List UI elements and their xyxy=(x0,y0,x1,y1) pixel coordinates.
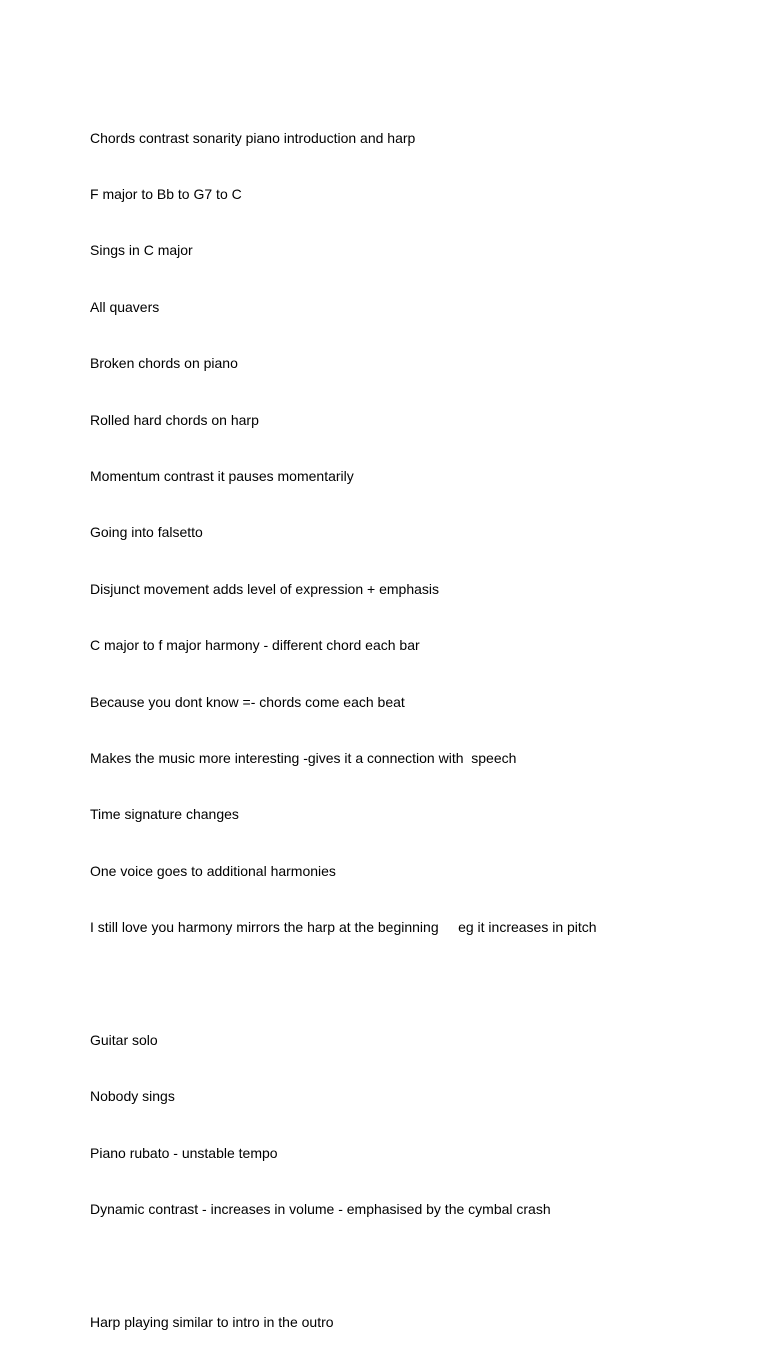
note-line: Rolled hard chords on harp xyxy=(90,411,259,428)
note-line: Piano rubato - unstable tempo xyxy=(90,1144,278,1161)
note-line: F major to Bb to G7 to C xyxy=(90,185,242,202)
note-line: Broken chords on piano xyxy=(90,355,238,372)
note-line: Sings in C major xyxy=(90,242,193,259)
note-line: Time signature changes xyxy=(90,806,239,823)
note-line: C major to f major harmony - different chord each bar xyxy=(90,637,420,654)
notes-body xyxy=(90,91,730,1369)
note-line: Disjunct movement adds level of expression + emphasis xyxy=(90,580,440,597)
blank-line xyxy=(90,1256,730,1275)
note-line: All quavers xyxy=(90,298,160,315)
note-line: Nobody sings xyxy=(90,1088,175,1105)
note-line: Momentum contrast it pauses momentarily xyxy=(90,467,354,484)
note-line: Dynamic contrast - increases in volume - emphasised by the cymbal crash xyxy=(90,1201,551,1218)
note-line: Makes the music more interesting -gives it a connection with speech xyxy=(90,749,517,766)
note-line: I still love you harmony mirrors the harp at the beginning eg it increases in pitch xyxy=(90,919,597,936)
blank-line xyxy=(90,974,730,993)
note-line: Harp playing similar to intro in the outro xyxy=(90,1313,334,1330)
note-line: Chords contrast sonarity piano introduction and harp xyxy=(90,129,416,146)
note-line: Going into falsetto xyxy=(90,524,203,541)
note-line: One voice goes to additional harmonies xyxy=(90,862,336,879)
note-line: Guitar solo xyxy=(90,1031,158,1048)
note-line: Because you dont know =- chords come each beat xyxy=(90,693,405,710)
